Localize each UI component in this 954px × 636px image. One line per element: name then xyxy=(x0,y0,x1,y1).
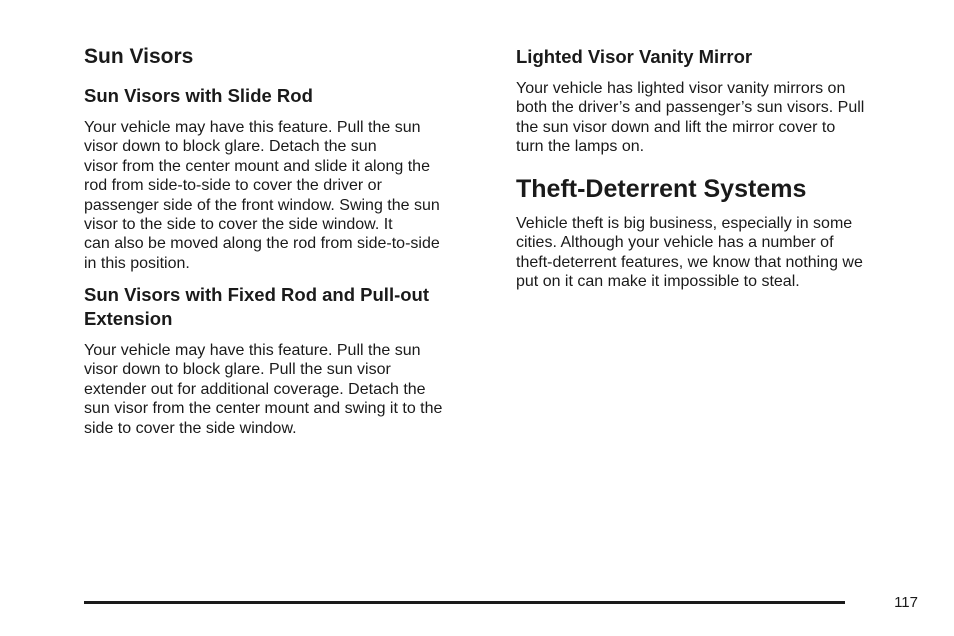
text-line: Your vehicle may have this feature. Pull the sun xyxy=(84,342,421,359)
text-line: visor down to block glare. Pull the sun visor xyxy=(84,361,391,379)
text-line: Your vehicle has lighted visor vanity mirrors on xyxy=(516,80,846,97)
text-line: rod from side-to-side to cover the driver or xyxy=(84,177,382,195)
text-line: cities. Although your vehicle has a number of xyxy=(516,234,834,252)
heading-fixed-rod xyxy=(84,283,429,331)
text-line: visor to the side to cover the side window. It xyxy=(84,216,393,234)
paragraph-slide-rod xyxy=(84,118,440,273)
paragraph-fixed-rod xyxy=(84,341,442,438)
text-line: Vehicle theft is big business, especially in some xyxy=(516,215,853,232)
text-line: sun visor from the center mount and swing it to the xyxy=(84,400,443,418)
footer-rule xyxy=(84,601,845,604)
text-line: put on it can make it impossible to steal. xyxy=(516,273,800,291)
text-line: both the driver’s and passenger’s sun visors. Pull xyxy=(516,99,865,117)
text-line: in this position. xyxy=(84,254,190,272)
page-number: 117 xyxy=(894,594,918,611)
paragraph-theft-deterrent xyxy=(516,214,863,292)
text-line: turn the lamps on. xyxy=(516,138,645,156)
text-line: can also be moved along the rod from side-to-side xyxy=(84,235,440,253)
text-line: visor from the center mount and slide it along the xyxy=(84,157,430,175)
text-line: Your vehicle may have this feature. Pull the sun xyxy=(84,119,421,136)
text-line: passenger side of the front window. Swing the sun xyxy=(84,196,440,214)
text-line: the sun visor down and lift the mirror cover to xyxy=(516,118,836,136)
paragraph-vanity-mirror xyxy=(516,79,864,157)
text-line: theft-deterrent features, we know that nothing we xyxy=(516,253,863,271)
text-line: visor down to block glare. Detach the sun xyxy=(84,138,377,156)
heading-line: Extension xyxy=(84,308,173,329)
section-title-theft-deterrent: Theft-Deterrent Systems xyxy=(516,175,807,203)
heading-vanity-mirror: Lighted Visor Vanity Mirror xyxy=(516,46,753,67)
text-line: extender out for additional coverage. Detach the xyxy=(84,380,426,398)
heading-slide-rod: Sun Visors with Slide Rod xyxy=(84,85,313,106)
text-line: side to cover the side window. xyxy=(84,419,297,437)
heading-line: Sun Visors with Fixed Rod and Pull-out xyxy=(84,284,430,305)
section-title-sun-visors: Sun Visors xyxy=(84,45,194,68)
